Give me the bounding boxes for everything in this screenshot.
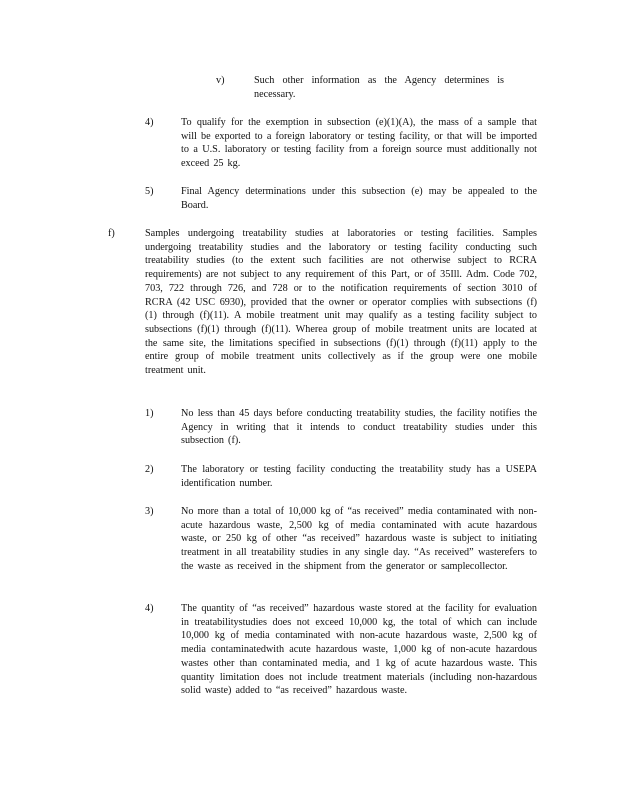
paragraph-label: 2) <box>145 464 154 475</box>
paragraph-label: v) <box>216 75 225 86</box>
paragraph-text: Final Agency determinations under this subsection (e) may be appealed to the Board. <box>181 186 537 211</box>
paragraph-label: 5) <box>145 186 154 197</box>
paragraph-label: 4) <box>145 603 154 614</box>
paragraph-text: The quantity of “as received” hazardous waste stored at the facility for evaluation in treatabilitystudies does not exceed 10,000 kg, the total of which can include 10,000 kg of media contaminated with non-acute hazardous waste, 2,500 kg of media contaminatedwith acute hazardous waste, 1,000 kg of non-acute hazardous wastes other than contaminated media, and 1 kg of acute hazardous waste. This quantity limitation does not include treatment materials (including non-hazardous solid waste) added to “as received” hazardous waste. <box>181 603 537 697</box>
paragraph-text: No more than a total of 10,000 kg of “as received” media contaminated with non-acute hazardous waste, 2,500 kg of media contaminated with acute hazardous waste, or 250 kg of other “as received” hazardous waste is subject to initiating treatment in all treatability studies in any single day. “As received” wasterefers to the waste as received in the shipment from the generator or samplecollector. <box>181 506 537 572</box>
paragraph-text: Samples undergoing treatability studies at laboratories or testing facilities. Samples undergoing treatability studies and the laboratory or testing facility conducting such treatability studies (to the extent such facilities are not otherwise subject to RCRA requirements) are not subject to any requirement of this Part, or of 35Ill. Adm. Code 702, 703, 722 through 726, and 728 or to the notification requirements of section 3010 of RCRA (42 USC 6930), provided that the owner or operator complies with subsections (f)(1) through (f)(11). A mobile treatment unit may qualify as a testing facility subject to subsections (f)(1) through (f)(11). Wherea group of mobile treatment units are located at the same site, the limitations specified in subsections (f)(1) through (f)(11) apply to the entire group of mobile treatment units collectively as if the group were one mobile treatment unit. <box>145 228 537 377</box>
paragraph-text: The laboratory or testing facility conducting the treatability study has a USEPA identification number. <box>181 464 537 489</box>
paragraph-label: 4) <box>145 117 154 128</box>
paragraph-label: f) <box>108 228 115 239</box>
paragraph-label: 3) <box>145 506 154 517</box>
paragraph-text: Such other information as the Agency determines is necessary. <box>254 75 504 100</box>
paragraph-label: 1) <box>145 408 154 419</box>
paragraph-text: To qualify for the exemption in subsection (e)(1)(A), the mass of a sample that will be exported to a foreign laboratory or testing facility, or that will be imported to a U.S. laboratory or testing facility from a foreign source must additionally not exceed 25 kg. <box>181 117 537 170</box>
paragraph-text: No less than 45 days before conducting treatability studies, the facility notifies the Agency in writing that it intends to conduct treatability studies under this subsection (f). <box>181 408 537 447</box>
